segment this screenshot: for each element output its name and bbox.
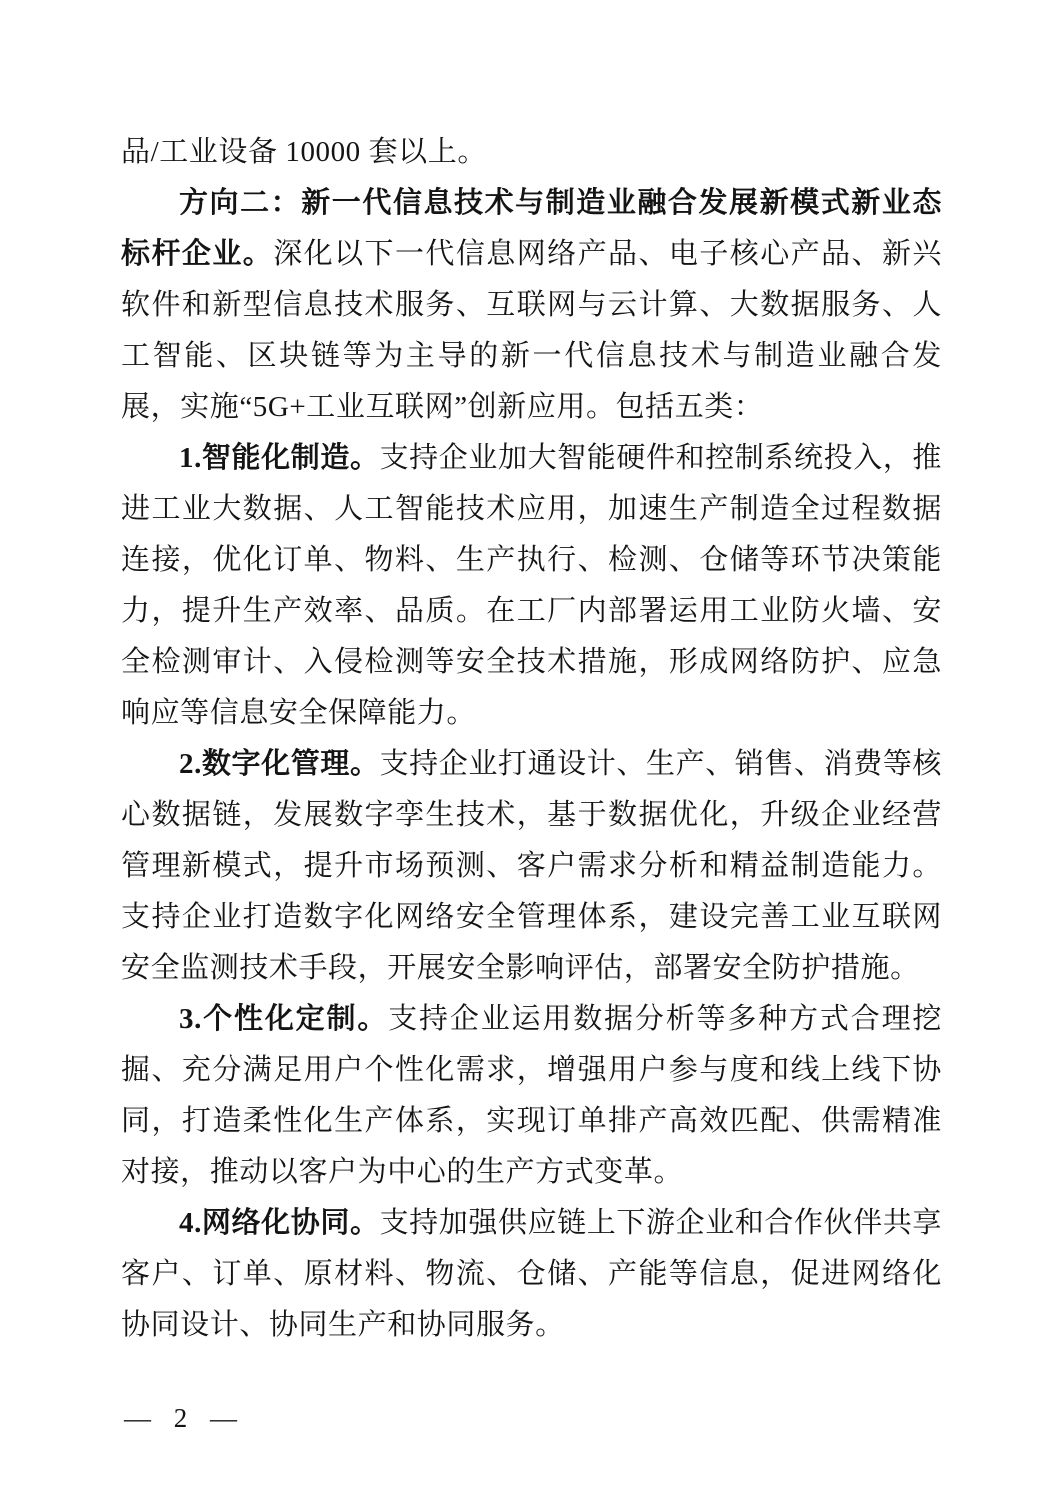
paragraph-item-3-personalized-customization (121, 994, 942, 1198)
paragraph-lead-bold: 2.数字化管理。 (179, 748, 380, 780)
page-number: — 2 — (124, 1403, 245, 1433)
paragraph-lead-bold: 4.网络化协同。 (179, 1207, 380, 1239)
paragraph-continuation (121, 127, 942, 178)
paragraph-lead-bold: 3.个性化定制。 (179, 1003, 389, 1035)
paragraph-text: 支持企业加大智能硬件和控制系统投入，推进工业大数据、人工智能技术应用，加速生产制造全过程数据连接，优化订单、物料、生产执行、检测、仓储等环节决策能力，提升生产效率、品质。在工厂内部署运用工业防火墙、安全检测审计、入侵检测等安全技术措施，形成网络防护、应急响应等信息安全保障能力。 (121, 442, 942, 729)
page-footer (124, 1398, 245, 1438)
paragraph-text: 品/工业设备 10000 套以上。 (121, 136, 487, 168)
paragraph-direction-two (121, 178, 942, 433)
paragraph-text: 支持企业打通设计、生产、销售、消费等核心数据链，发展数字孪生技术，基于数据优化，升级企业经营管理新模式，提升市场预测、客户需求分析和精益制造能力。支持企业打造数字化网络安全管理体系，建设完善工业互联网安全监测技术手段，开展安全影响评估，部署安全防护措施。 (121, 748, 942, 984)
document-body (121, 127, 942, 1351)
paragraph-text: 支持加强供应链上下游企业和合作伙伴共享客户、订单、原材料、物流、仓储、产能等信息，促进网络化协同设计、协同生产和协同服务。 (121, 1207, 942, 1341)
paragraph-item-1-smart-manufacturing (121, 433, 942, 739)
paragraph-text: 深化以下一代信息网络产品、电子核心产品、新兴软件和新型信息技术服务、互联网与云计算、大数据服务、人工智能、区块链等为主导的新一代信息技术与制造业融合发展，实施“5G+工业互联网”创新应用。包括五类： (121, 238, 942, 423)
paragraph-item-4-networked-collaboration (121, 1198, 942, 1351)
paragraph-lead-bold: 方向二：新一代信息技术与制造业融合发展新模式新业态标杆企业。 (121, 187, 942, 270)
paragraph-text: 支持企业运用数据分析等多种方式合理挖掘、充分满足用户个性化需求，增强用户参与度和线上线下协同，打造柔性化生产体系，实现订单排产高效匹配、供需精准对接，推动以客户为中心的生产方式变革。 (121, 1003, 942, 1188)
paragraph-item-2-digital-management (121, 739, 942, 994)
paragraph-lead-bold: 1.智能化制造。 (179, 442, 380, 474)
